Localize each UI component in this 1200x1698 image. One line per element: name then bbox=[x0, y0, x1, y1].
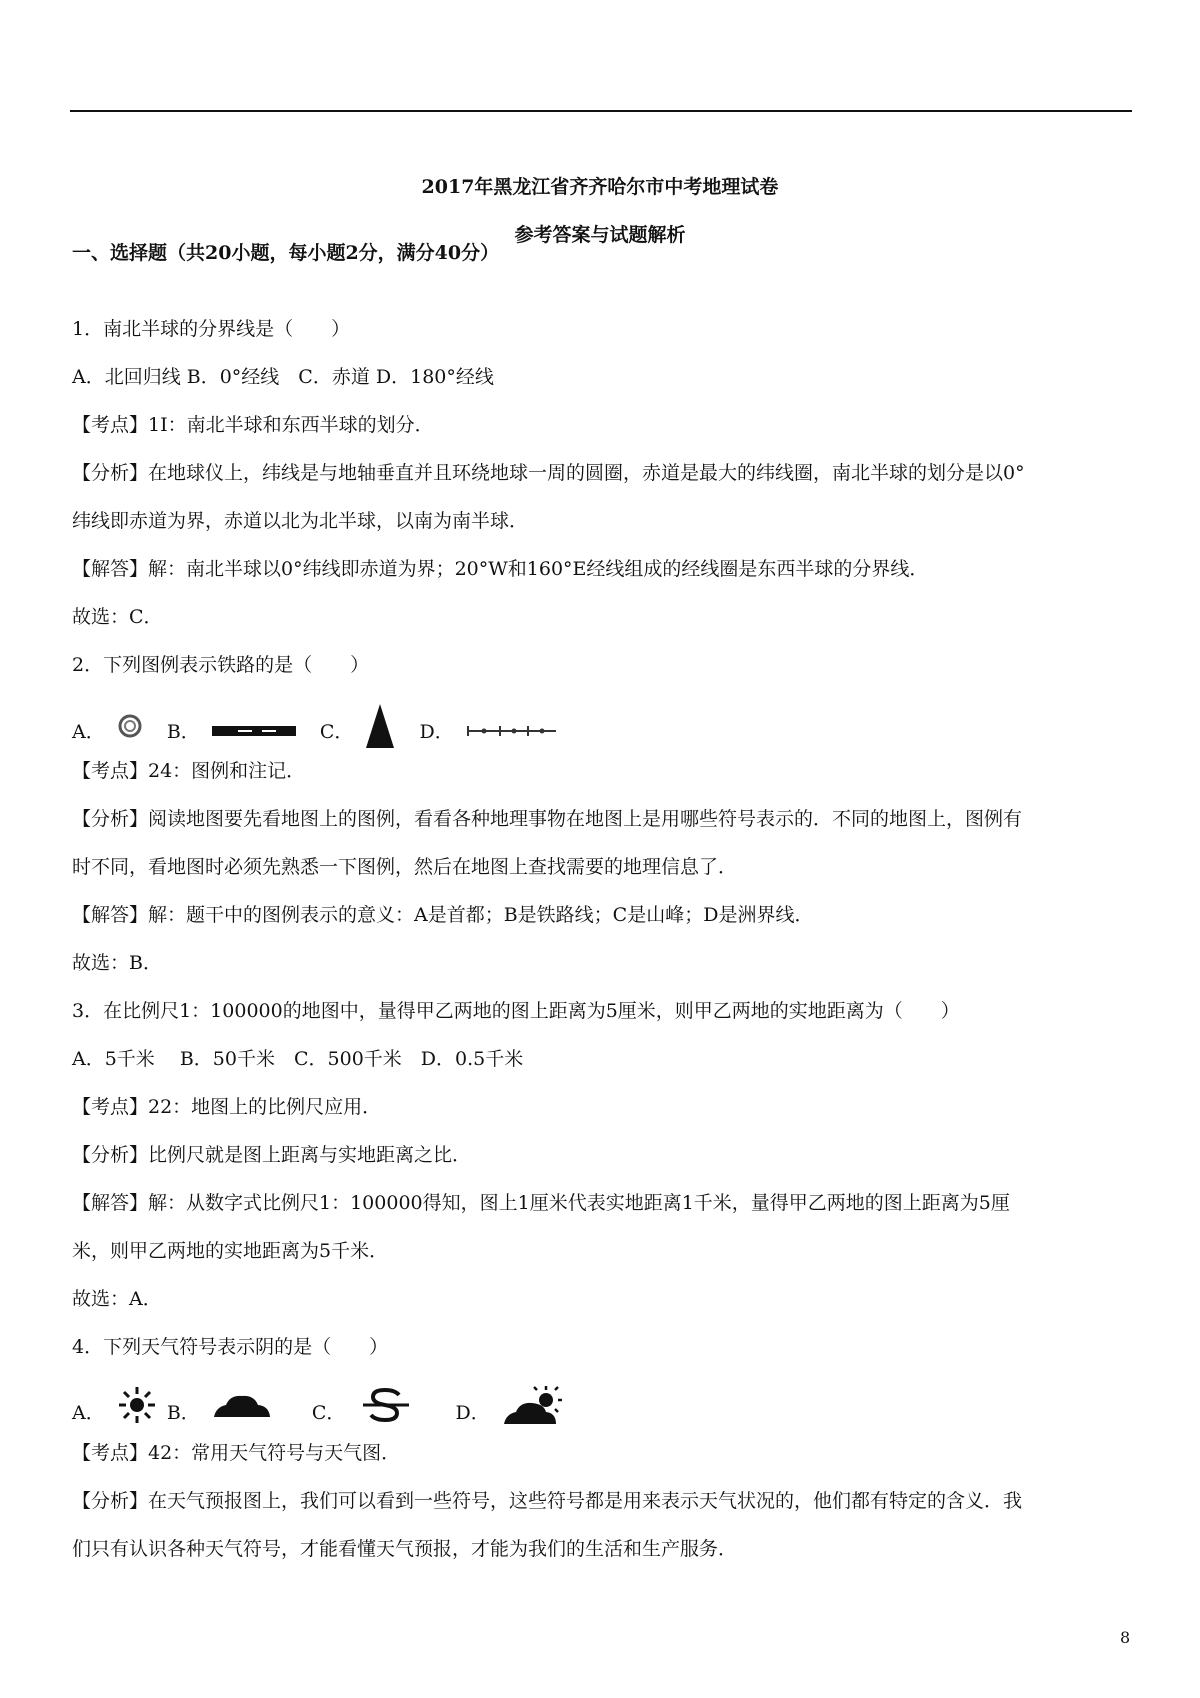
q2-opt-a-label: A． bbox=[72, 721, 105, 743]
q3-stem: 3．在比例尺1：100000的地图中，量得甲乙两地的图上距离为5厘米，则甲乙两地的实地距离为（ ） bbox=[72, 1000, 960, 1022]
partly-cloudy-icon bbox=[502, 1384, 564, 1442]
page-subtitle: 参考答案与试题解析 bbox=[514, 224, 686, 246]
capital-icon bbox=[117, 713, 143, 751]
overcast-icon bbox=[212, 1391, 272, 1435]
q2-fenxi-line2: 时不同，看地图时必须先熟悉一下图例，然后在地图上查找需要的地理信息了． bbox=[72, 856, 738, 878]
sunny-icon bbox=[117, 1385, 157, 1441]
q3-kaodian: 【考点】22：地图上的比例尺应用． bbox=[72, 1096, 382, 1118]
railway-icon bbox=[212, 714, 296, 750]
q1-kaodian: 【考点】1I：南北半球和东西半球的划分． bbox=[72, 414, 434, 436]
q4-fenxi-line1: 【分析】在天气预报图上，我们可以看到一些符号，这些符号都是用来表示天气状况的，他们都有特定的含义．我 bbox=[72, 1490, 1023, 1512]
q4-opt-a-label: A． bbox=[72, 1402, 105, 1424]
q4-opt-c-label: C． bbox=[311, 1402, 346, 1424]
q3-options: A．5千米 B．50千米 C．500千米 D．0.5千米 bbox=[72, 1048, 524, 1070]
peak-icon bbox=[365, 704, 395, 760]
q1-stem: 1．南北半球的分界线是（ ） bbox=[72, 318, 351, 340]
q3-jieda-line1: 【解答】解：从数字式比例尺1：100000得知，图上1厘米代表实地距离1千米，量得甲乙两地的图上距离为5厘 bbox=[72, 1192, 1010, 1214]
q2-fenxi-line1: 【分析】阅读地图要先看地图上的图例，看看各种地理事物在地图上是用哪些符号表示的．不同的地图上，图例有 bbox=[72, 808, 1023, 830]
q4-fenxi-line2: 们只有认识各种天气符号，才能看懂天气预报，才能为我们的生活和生产服务． bbox=[72, 1538, 738, 1560]
q3-answer: 故选：A． bbox=[72, 1288, 162, 1310]
continent-boundary-icon bbox=[466, 714, 558, 750]
q2-options bbox=[72, 704, 576, 760]
header-rule bbox=[70, 110, 1132, 112]
q1-fenxi-line2: 纬线即赤道为界，赤道以北为北半球，以南为南半球． bbox=[72, 510, 529, 532]
q2-answer: 故选：B． bbox=[72, 952, 162, 974]
q1-jieda: 【解答】解：南北半球以0°纬线即赤道为界；20°W和160°E经线组成的经线圈是东西半球的分界线． bbox=[72, 558, 929, 580]
q2-kaodian: 【考点】24：图例和注记． bbox=[72, 760, 306, 782]
q2-opt-c-label: C． bbox=[319, 721, 354, 743]
page-number: 8 bbox=[1120, 1628, 1131, 1647]
q3-jieda-line2: 米，则甲乙两地的实地距离为5千米． bbox=[72, 1240, 389, 1262]
q1-fenxi-line1: 【分析】在地球仪上，纬线是与地轴垂直并且环绕地球一周的圆圈，赤道是最大的纬线圈，南北半球的划分是以0° bbox=[72, 462, 1025, 484]
q4-opt-b-label: B． bbox=[166, 1402, 200, 1424]
q2-stem: 2．下列图例表示铁路的是（ ） bbox=[72, 654, 370, 676]
section-heading: 一、选择题（共20小题，每小题2分，满分40分） bbox=[72, 242, 500, 264]
page-title: 2017年黑龙江省齐齐哈尔市中考地理试卷 bbox=[421, 176, 779, 198]
q1-options: A．北回归线 B．0°经线 C．赤道 D．180°经线 bbox=[72, 366, 494, 388]
q4-opt-d-label: D． bbox=[455, 1402, 490, 1424]
q2-opt-d-label: D． bbox=[419, 721, 454, 743]
q1-answer: 故选：C． bbox=[72, 606, 163, 628]
q4-stem: 4．下列天气符号表示阴的是（ ） bbox=[72, 1336, 389, 1358]
q2-opt-b-label: B． bbox=[166, 721, 200, 743]
q4-options bbox=[72, 1384, 582, 1442]
q3-fenxi: 【分析】比例尺就是图上距离与实地距离之比． bbox=[72, 1144, 472, 1166]
q2-jieda: 【解答】解：题干中的图例表示的意义：A是首都；B是铁路线；C是山峰；D是洲界线． bbox=[72, 904, 814, 926]
q4-kaodian: 【考点】42：常用天气符号与天气图． bbox=[72, 1442, 401, 1464]
sandstorm-icon bbox=[357, 1387, 415, 1439]
